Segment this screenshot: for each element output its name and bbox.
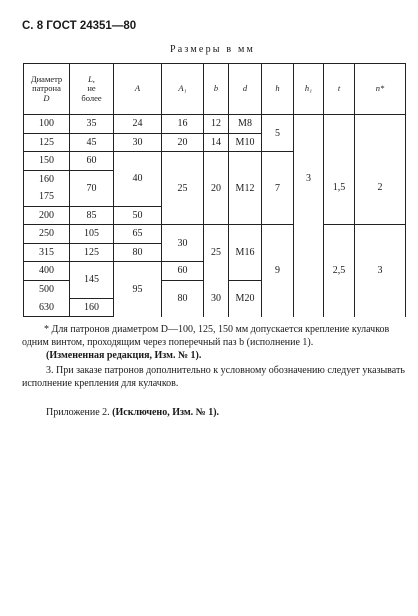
cell-h1-empty [294, 115, 324, 152]
cell-length: 70 [70, 170, 114, 206]
cell-h1-empty [294, 206, 324, 298]
cell-length: 85 [70, 206, 114, 225]
cell-diameter: 250 [24, 225, 70, 244]
cell-a: 24 [114, 115, 162, 134]
col-header-a: A [114, 64, 162, 115]
col-header-n: n* [355, 64, 406, 115]
cell-a1: 25 [162, 152, 204, 225]
cell-diameter: 400 [24, 262, 70, 281]
cell-diameter: 150 [24, 152, 70, 171]
col-header-a1: A₁ [162, 64, 204, 115]
cell-d: M12 [229, 152, 262, 225]
cell-b: 14 [204, 133, 229, 152]
table-row [24, 225, 406, 244]
cell-h: 7 [262, 152, 294, 225]
col-header-length: L, не более [70, 64, 114, 115]
cell-d: M8 [229, 115, 262, 134]
cell-a1: 60 [162, 262, 204, 281]
cell-b: 25 [204, 225, 229, 281]
cell-length: 125 [70, 243, 114, 262]
cell-a: 30 [114, 133, 162, 152]
cell-a: 80 [114, 243, 162, 262]
cell-diameter: 500 [24, 280, 70, 298]
appendix-label: Приложение 2. [46, 407, 110, 418]
cell-length: 145 [70, 262, 114, 299]
col-header-h1: h₁ [294, 64, 324, 115]
cell-d: M16 [229, 225, 262, 281]
cell-a1: 20 [162, 133, 204, 152]
col-header-diameter: Диаметр патрона D [24, 64, 70, 115]
header-row [24, 64, 406, 115]
order-note: 3. При заказе патронов дополнительно к условному обозначению следует указывать исполнение крепления для кулачков. [22, 365, 405, 389]
cell-b: 30 [204, 280, 229, 317]
cell-d: M10 [229, 133, 262, 152]
cell-t: 2,5 [324, 225, 355, 317]
cell-length: 35 [70, 115, 114, 134]
cell-a: 65 [114, 225, 162, 244]
col-header-h: h [262, 64, 294, 115]
table-row [24, 152, 406, 171]
cell-length: 105 [70, 225, 114, 244]
cell-h: 5 [262, 115, 294, 152]
cell-n-empty [355, 115, 406, 152]
cell-t: 1,5 [324, 152, 355, 225]
col-header-b: b [204, 64, 229, 115]
cell-a1: 30 [162, 225, 204, 262]
cell-h1: 3 [294, 152, 324, 207]
cell-diameter: 160 [24, 170, 70, 188]
cell-a1: 16 [162, 115, 204, 134]
cell-diameter: 125 [24, 133, 70, 152]
col-header-d: d [229, 64, 262, 115]
page-header: С. 8 ГОСТ 24351—80 [22, 20, 137, 32]
table-row [24, 115, 406, 134]
cell-a: 50 [114, 206, 162, 225]
cell-length: 160 [70, 298, 114, 317]
cell-b: 12 [204, 115, 229, 134]
cell-d: M20 [229, 280, 262, 317]
cell-a: 95 [114, 262, 162, 317]
cell-length: 60 [70, 152, 114, 171]
cell-a: 40 [114, 152, 162, 207]
cell-length: 45 [70, 133, 114, 152]
cell-n: 2 [355, 152, 406, 225]
cell-diameter: 315 [24, 243, 70, 262]
cell-n: 3 [355, 225, 406, 317]
dimensions-caption: Размеры в мм [170, 44, 256, 55]
cell-b: 20 [204, 152, 229, 225]
cell-diameter: 630 [24, 298, 70, 317]
col-header-t: t [324, 64, 355, 115]
cell-diameter: 100 [24, 115, 70, 134]
appendix-status: (Исключено, Изм. № 1). [112, 407, 220, 418]
dimensions-table [23, 63, 406, 317]
appendix-note [46, 406, 418, 419]
cell-t-empty [324, 115, 355, 152]
cell-diameter: 200 [24, 206, 70, 225]
cell-diameter: 175 [24, 188, 70, 206]
cell-h: 9 [262, 225, 294, 317]
footnote-text: * Для патронов диаметром D—100, 125, 150 мм допускается крепление кулачков одним винтом, проходящим через поперечный паз b (исполнение 1). [22, 324, 390, 348]
amendment-note: (Измененная редакция, Изм. № 1). [46, 350, 202, 361]
cell-a1: 80 [162, 280, 204, 317]
